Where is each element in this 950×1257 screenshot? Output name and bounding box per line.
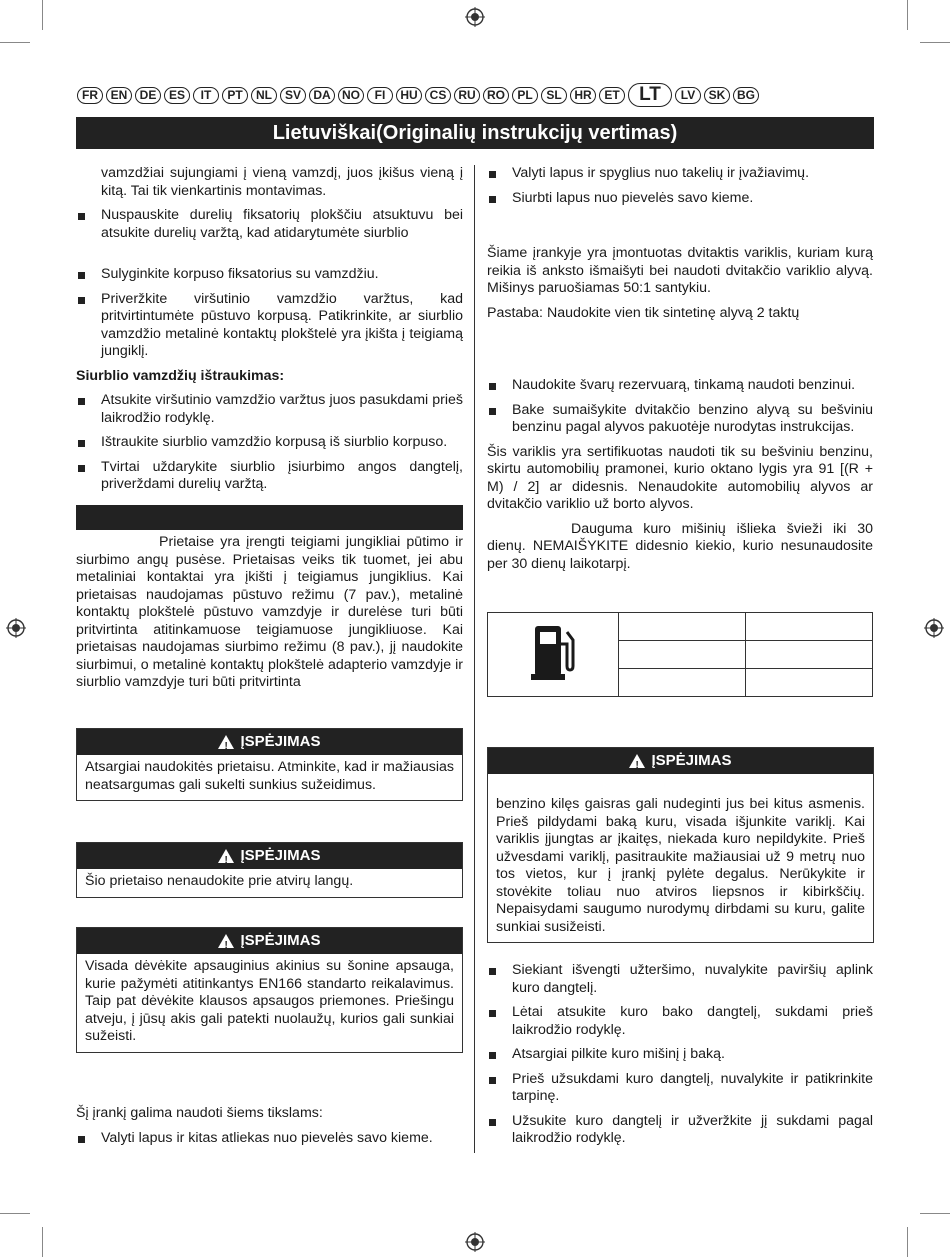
list-item: Tvirtai uždarykite siurblio įsiurbimo angos dangtelį, priverždami durelių varžtą. xyxy=(76,459,463,494)
language-de: DE xyxy=(135,87,161,104)
section-header-bar xyxy=(76,505,463,530)
warning-text: benzino kilęs gaisras gali nudeginti jus bei kitus asmenis. Prieš pildydami baką kuru, visada išjunkite variklį. Kai variklis įjungtas ar įkaitęs, niekada kuro nepildykite. Prieš užvesdami variklį, pasitraukite mažiausiai už 9 metrų nuo tos vietos, kur į įrankį pylėte degalus. Nerūkykite ir stovėkite toliau nuo atviros liepsnos ir kibirkščių. Nepaisydami saugumo nurodymų dirbdami su kuru, galite sunkiai susižeisti. xyxy=(496,796,865,935)
crop-mark xyxy=(907,0,908,30)
language-en: EN xyxy=(106,87,132,104)
crop-mark xyxy=(42,0,43,30)
crop-mark xyxy=(0,1213,30,1214)
language-lv: LV xyxy=(675,87,701,104)
warning-triangle-icon: ! xyxy=(218,849,234,863)
table-cell xyxy=(619,613,746,641)
language-hu: HU xyxy=(396,87,422,104)
warning-triangle-icon: ! xyxy=(629,754,645,768)
crop-mark xyxy=(920,42,950,43)
language-no: NO xyxy=(338,87,364,104)
fuel-mix-section xyxy=(487,377,873,580)
usage-intro: Šį įrankį galima naudoti šiems tikslams: xyxy=(76,1105,323,1121)
warning-box xyxy=(76,927,463,1053)
table-cell xyxy=(746,669,873,697)
warning-box xyxy=(76,728,463,801)
table-cell xyxy=(619,669,746,697)
language-fr: FR xyxy=(77,87,103,104)
crop-mark xyxy=(920,1213,950,1214)
warning-text: Visada dėvėkite apsauginius akinius su šonine apsauga, kurie pažymėti atitinkantys EN166 standarto reikalavimus. Taip pat dėvėkite klausos apsaugos priemones. Priešingu atveju, į jūsų akis gali patekti nuolaužų, kurios gali sunkiai sužeisti. xyxy=(85,958,454,1044)
fuel-warning-box xyxy=(487,747,874,943)
list-item: Prieš užsukdami kuro dangtelį, nuvalykite ir patikrinkite tarpinę. xyxy=(487,1071,873,1106)
registration-mark-icon xyxy=(6,618,26,638)
warning-box xyxy=(76,842,463,898)
language-hr: HR xyxy=(570,87,596,104)
engine-section xyxy=(487,245,873,329)
warning-header: ! ĮSPĖJIMAS xyxy=(77,729,462,755)
right-column-top xyxy=(487,165,873,214)
language-es: ES xyxy=(164,87,190,104)
safety-paragraph: Prietaise yra įrengti teigiami jungikliai pūtimo ir siurbimo angų pusėse. Prietaisas veiks tik tuomet, jei abu metaliniai kontaktai yra įkišti į teigiamus jungiklius. Kai prietaisas naudojamas pūstuvo režimu (7 pav.), metalinė kontaktų plokštelė pūstuvo vamzdyje ir durelėse turi būti pritvirtinta atitinkamuose teigiamuose jungikliuose. Kai prietaisas naudojamas siurbimo režimu (8 pav.), jį naudokite siurbimui, o metalinė kontaktų plokštelė adapterio vamzdyje ir siurblio vamzdyje turi būti pritvirtinta xyxy=(76,534,463,690)
freshness-paragraph: Dauguma kuro mišinių išlieka švieži iki 30 dienų. NEMAIŠYKITE didesnio kiekio, kurio nesunaudosite per 30 dienų laikotarpį. xyxy=(487,520,873,572)
intro-text: vamzdžiai sujungiami į vieną vamzdį, juos įkišus vieną į kitą. Tai tik vienkartinis montavimas. xyxy=(101,165,463,199)
language-sk: SK xyxy=(704,87,730,104)
crop-mark xyxy=(42,1227,43,1257)
language-ro: RO xyxy=(483,87,509,104)
list-item: Sulyginkite korpuso fiksatorius su vamzdžiu. xyxy=(76,266,463,284)
certification-paragraph: Šis variklis yra sertifikuotas naudoti tik su bešviniu benzinu, skirtu automobilių pramonei, kurio oktano lygis yra 91 [(R + M) / 2] ar didesnis. Nenaudokite automobilių alyvos ar dvitakčio variklio už borto alyvos. xyxy=(487,443,873,512)
language-et: ET xyxy=(599,87,625,104)
registration-mark-icon xyxy=(924,618,944,638)
table-cell xyxy=(619,641,746,669)
column-divider xyxy=(474,165,475,1153)
note-paragraph: Pastaba: Naudokite vien tik sintetinę alyvą 2 taktų xyxy=(487,304,800,321)
language-pl: PL xyxy=(512,87,538,104)
crop-mark xyxy=(0,42,30,43)
list-item: Valyti lapus ir kitas atliekas nuo pievelės savo kieme. xyxy=(76,1130,463,1148)
list-item: Naudokite švarų rezervuarą, tinkamą naudoti benzinui. xyxy=(487,377,873,395)
list-item: Lėtai atsukite kuro bako dangtelį, sukdami prieš laikrodžio rodyklę. xyxy=(487,1004,873,1039)
language-sv: SV xyxy=(280,87,306,104)
list-item: Valyti lapus ir spyglius nuo takelių ir įvažiavimų. xyxy=(487,165,873,183)
page-title: Lietuviškai(Originalių instrukcijų vertimas) xyxy=(76,117,874,149)
list-item: Nuspauskite durelių fiksatorių plokščiu atsuktuvu bei atsukite durelių varžtą, kad atidarytumėte siurblio xyxy=(76,207,463,242)
warning-header: ! ĮSPĖJIMAS xyxy=(77,843,462,869)
list-item: Atsukite viršutinio vamzdžio varžtus juos pasukdami prieš laikrodžio rodyklę. xyxy=(76,392,463,427)
list-item: Ištraukite siurblio vamzdžio korpusą iš siurblio korpuso. xyxy=(76,434,463,452)
language-fi: FI xyxy=(367,87,393,104)
fuel-pump-icon xyxy=(531,624,575,680)
language-cs: CS xyxy=(425,87,451,104)
left-column xyxy=(76,165,463,501)
section-heading: Siurblio vamzdžių ištraukimas: xyxy=(76,367,285,384)
table-cell xyxy=(746,613,873,641)
engine-paragraph: Šiame įrankyje yra įmontuotas dvitaktis variklis, kuriam kurą reikia iš anksto išmaišyti bei naudoti dvitakčio variklio alyvą. Mišinys paruošiamas 50:1 santykiu. xyxy=(487,245,873,296)
fuel-icon-cell xyxy=(488,613,619,697)
list-item: Siekiant išvengti užteršimo, nuvalykite paviršių aplink kuro dangtelį. xyxy=(487,962,873,997)
language-pt: PT xyxy=(222,87,248,104)
registration-mark-icon xyxy=(465,7,485,27)
list-item: Bake sumaišykite dvitakčio benzino alyvą su bešviniu benzinu pagal alyvos pakuotėje nurodytas instrukcijas. xyxy=(487,402,873,437)
refuel-section xyxy=(487,962,873,1155)
warning-triangle-icon: ! xyxy=(218,934,234,948)
language-lt: LT xyxy=(628,83,672,107)
crop-mark xyxy=(907,1227,908,1257)
language-sl: SL xyxy=(541,87,567,104)
list-item: Siurbti lapus nuo pievelės savo kieme. xyxy=(487,190,873,208)
language-ru: RU xyxy=(454,87,480,104)
warning-text: Atsargiai naudokitės prietaisu. Atminkite, kad ir mažiausias neatsargumas gali sukelti sunkius sužeidimus. xyxy=(85,759,454,793)
usage-section xyxy=(76,1105,463,1154)
language-selector xyxy=(77,84,873,106)
list-item: Užsukite kuro dangtelį ir užveržkite jį sukdami pagal laikrodžio rodyklę. xyxy=(487,1113,873,1148)
language-it: IT xyxy=(193,87,219,104)
warning-header: ! ĮSPĖJIMAS xyxy=(77,928,462,954)
language-bg: BG xyxy=(733,87,759,104)
fuel-mix-table xyxy=(487,612,873,697)
list-item: Atsargiai pilkite kuro mišinį į baką. xyxy=(487,1046,873,1064)
registration-mark-icon xyxy=(465,1232,485,1252)
warning-header: ! ĮSPĖJIMAS xyxy=(488,748,873,774)
language-da: DA xyxy=(309,87,335,104)
language-nl: NL xyxy=(251,87,277,104)
warning-text: Šio prietaiso nenaudokite prie atvirų langų. xyxy=(85,873,354,889)
list-item: Priveržkite viršutinio vamzdžio varžtus, kad pritvirtintumėte pūstuvo korpusą. Patikrinkite, ar siurblio vamzdžio metalinė kontaktų plokštelė yra įkišta į teigiamą jungiklį. xyxy=(76,291,463,361)
table-cell xyxy=(746,641,873,669)
warning-triangle-icon: ! xyxy=(218,735,234,749)
